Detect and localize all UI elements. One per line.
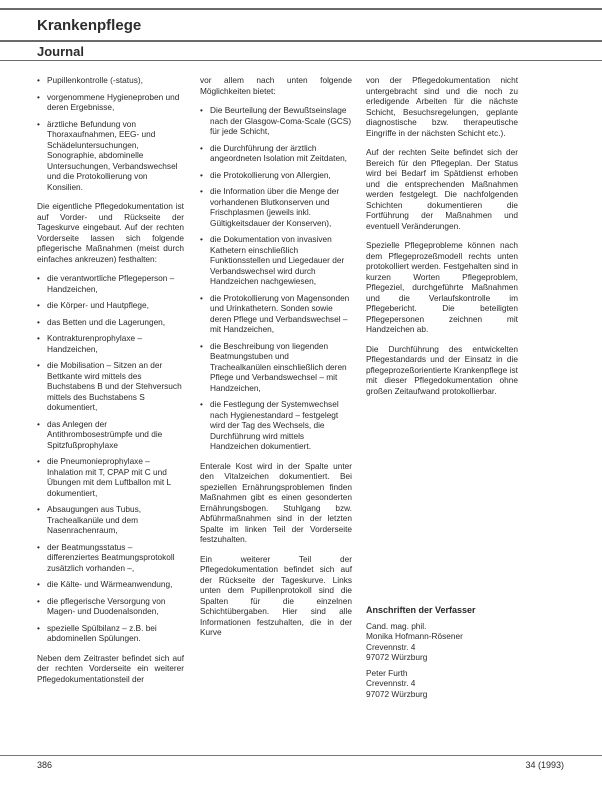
list-item: • Kontrakturenprophylaxe – Handzeichen, [37, 333, 184, 354]
list-item: • die Protokollierung von Allergien, [200, 170, 352, 181]
journal-title: Krankenpflege [37, 17, 142, 34]
paragraph: Spezielle Pflegeprobleme können nach dem Pflegeprozeßmodell rechts unten protokolliert werden. Festgehalten sind in kurzen Worten Pflegeproblem, Pflegeziel, durchgeführte Maßnahmen und die Verlaufskontrolle im Pflegebericht. Die beteiligten Pflegepersonen zeichnen mit Handzeichen ab. [366, 240, 518, 334]
address-line: Monika Hofmann-Rösener [366, 631, 463, 641]
paragraph: Ein weiterer Teil der Pflegedokumentation befindet sich auf der Rückseite der Tageskurve. Links unten dem Pupillenprotokoll sind die Spalten für die einzelnen Schichtübergaben. Hier sind alle Informationen festzuhalten, die in der Kurve [200, 553, 352, 637]
list-item: • die Mobilisation – Sitzen an der Bettkante wird mittels des Buchstabens B und der Stehversuch mittels des Buchstabens S dokumentiert, [37, 360, 184, 413]
text-column-2 [200, 75, 352, 647]
header-rule-top [0, 8, 602, 10]
list-item: • das Anlegen der Antithrombosestrümpfe und die Spitzfußprophylaxe [37, 419, 184, 451]
paragraph: vor allem nach unten folgende Möglichkeiten bietet: [200, 75, 352, 96]
list-item: • Pupillenkontrolle (-status), [37, 75, 184, 86]
journal-subtitle: Journal [37, 44, 84, 59]
text-column-1 [37, 75, 184, 693]
list-item: • die Information über die Menge der vorhandenen Blutkonserven und Frischplasmen (jeweils inkl. Gültigkeitsdauer der Konserven), [200, 186, 352, 228]
list-item: • Absaugungen aus Tubus, Trachealkanüle und dem Nasenrachenraum, [37, 504, 184, 536]
addresses-heading: Anschriften der Verfasser [366, 605, 476, 615]
page-number: 386 [37, 760, 53, 770]
list-item: • die Festlegung der Systemwechsel nach Hygienestandard – festgelegt wird der Tag des Wechsels, die Durchführung wird mittels Handzeichen dokumentiert. [200, 399, 352, 452]
author-address-1 [366, 621, 526, 663]
list-item: • die Beschreibung von liegenden Beatmungstuben und Trachealkanülen einschließlich deren Pflege und Verbandswechsel – mit Handzeichen, [200, 341, 352, 394]
address-line: Crevennstr. 4 [366, 641, 416, 652]
author-address-2 [366, 668, 526, 700]
bullet-list-options [200, 105, 352, 452]
list-item: • die Pneumonieprophylaxe – Inhalation mit T, CPAP mit C und Übungen mit dem Luftballon mit L dokumentiert, [37, 456, 184, 498]
list-item: • die Dokumentation von invasiven Kathetern einschließlich Funktionsstellen und Liegedauer der Verbandswechsel wird durch Handzeichen nachgewiesen, [200, 234, 352, 287]
issue-label: 34 (1993) [525, 760, 564, 770]
author-addresses [366, 605, 526, 704]
paragraph: von der Pflegedokumentation nicht untergebracht sind und die noch zu erledigende Arbeiten für die nächste Schicht, Besuchsregelungen, geplante diagnostische bzw. therapeutische Eingriffe in der nächsten Schicht etc.). [366, 75, 518, 138]
list-item: • die verantwortliche Pflegeperson – Handzeichen, [37, 273, 184, 294]
list-item: • die Körper- und Hautpflege, [37, 300, 184, 311]
bullet-list-top [37, 75, 184, 192]
list-item: • Die Beurteilung der Bewußtseinslage nach der Glasgow-Coma-Scale (GCS) für jede Schicht, [200, 105, 352, 137]
paragraph: Neben dem Zeitraster befindet sich auf der rechten Vorderseite ein weiterer Pflegedokumentationsteil der [37, 652, 184, 684]
list-item: • vorgenommene Hygieneproben und deren Ergebnisse, [37, 92, 184, 113]
list-item: • die pflegerische Versorgung von Magen- und Duodenalsonden, [37, 596, 184, 617]
header-rule-middle [0, 40, 602, 42]
address-line: 97072 Würzburg [366, 652, 428, 662]
list-item: • spezielle Spülbilanz – z.B. bei abdominellen Spülungen. [37, 623, 184, 644]
list-item: • die Kälte- und Wärmeanwendung, [37, 579, 184, 590]
list-item: • ärztliche Befundung von Thoraxaufnahmen, EEG- und Schädeluntersuchungen, Sonographie, abdominelle Untersuchungen, Verbandswechsel und die Protokollierung von Konsilien. [37, 119, 184, 193]
list-item: • der Beatmungsstatus – differenziertes Beatmungsprotokoll zusätzlich vorhanden –, [37, 542, 184, 574]
address-line: Cand. mag. phil. [366, 620, 427, 631]
address-line: Peter Furth [366, 667, 408, 678]
list-item: • die Protokollierung von Magensonden und Urinkathetern. Sonden sowie deren Pflege und Verbandswechsel – mit Handzeichen, [200, 293, 352, 335]
text-column-3 [366, 75, 518, 405]
paragraph: Die eigentliche Pflegedokumentation ist auf Vorder- und Rückseite der Tageskurve eingebaut. Auf der rechten Vorderseite lassen sich folgende pflegerische Maßnahmen (meist durch einfaches ankreuzen) festhalten: [37, 201, 184, 264]
list-item: • die Durchführung der ärztlich angeordneten Isolation mit Zeitdaten, [200, 143, 352, 164]
paragraph: Enterale Kost wird in der Spalte unter den Vitalzeichen dokumentiert. Bei speziellen Ernährungsproblemen finden Maßnahmen gibt es einen gesonderten Ernährungsbogen. Stuhlgang bzw. Abführmaßnahmen sind in der letzten Spalte im linken Teil der Vorderseite festzuhalten. [200, 460, 352, 544]
header-rule-bottom [0, 60, 602, 61]
paragraph: Auf der rechten Seite befindet sich der Bereich für den Pflegeplan. Der Status wird bei Bedarf im Spätdienst erhoben und die entsprechenden Maßnahmen werden festgelegt. Die nachfolgenden Schichten dokumentieren die Fortführung der Maßnahmen und eventuell Veränderungen. [366, 147, 518, 231]
footer-rule [0, 755, 602, 756]
address-line: 97072 Würzburg [366, 688, 428, 699]
paragraph: Die Durchführung des entwickelten Pflegestandards und der Einsatz in die pflegeprozeßorientierte Krankenpflege ist mit dieser Pflegedokumentation ohne großen Zeitaufwand protokollierbar. [366, 343, 518, 396]
bullet-list-measures [37, 273, 184, 644]
address-line: Crevennstr. 4 [366, 678, 416, 688]
list-item: • das Betten und die Lagerungen, [37, 317, 184, 328]
